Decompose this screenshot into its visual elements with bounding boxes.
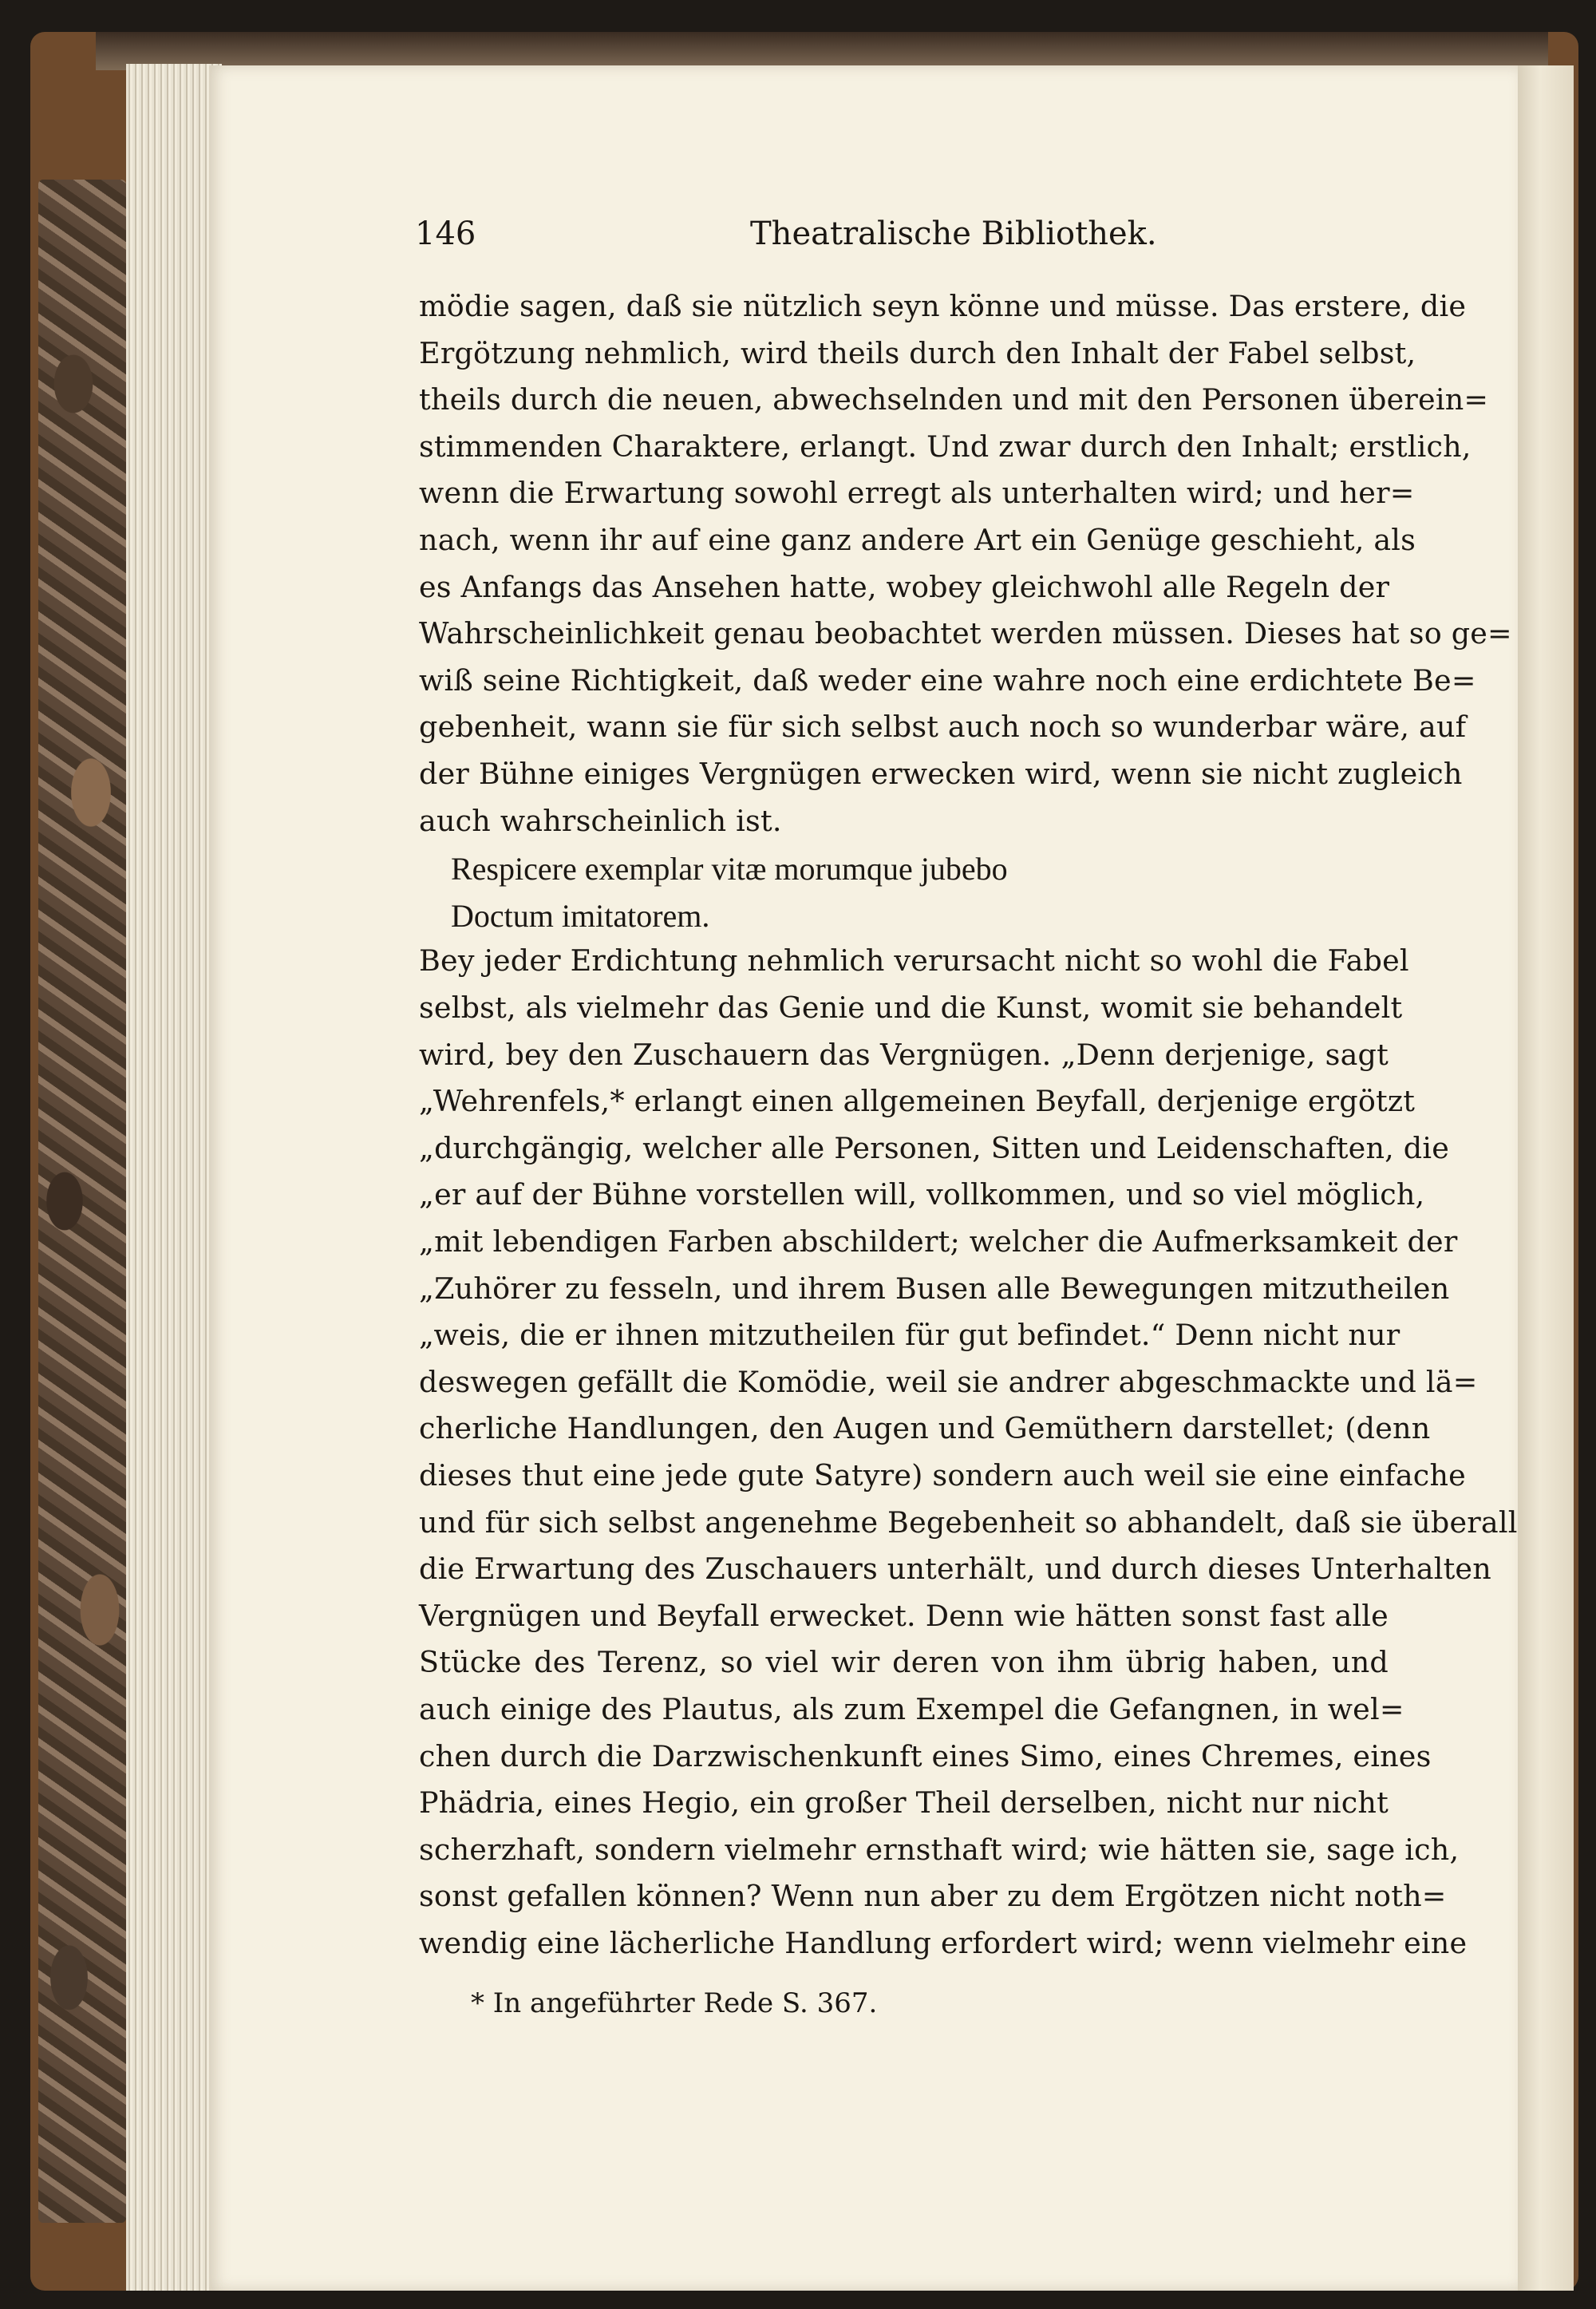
latin-quote-line: Respicere exemplar vitæ morumque jubebo [451,851,1008,888]
text-line: deswegen gefällt die Komödie, weil sie andrer abgeschmackte und lä= [419,1364,1478,1399]
text-line: dieses thut eine jede gute Satyre) sondern auch weil sie eine einfache [419,1458,1466,1493]
text-line: Stücke des Terenz, so viel wir deren von ihm übrig haben, und [419,1645,1389,1680]
text-line: mödie sagen, daß sie nützlich seyn könne und müsse. Das erstere, die [419,289,1467,323]
text-line: stimmenden Charaktere, erlangt. Und zwar durch den Inhalt; erstlich, [419,429,1472,464]
running-head: Theatralische Bibliothek. [750,215,1157,252]
text-line: „Zuhörer zu fesseln, und ihrem Busen alle Bewegungen mitzutheilen [419,1271,1450,1306]
footnote: * In angeführter Rede S. 367. [471,1987,878,2019]
text-line: Ergötzung nehmlich, wird theils durch den Inhalt der Fabel selbst, [419,335,1416,370]
text-line: selbst, als vielmehr das Genie und die Kunst, womit sie behandelt [419,990,1403,1025]
text-line: der Bühne einiges Vergnügen erwecken wird, wenn sie nicht zugleich [419,757,1463,791]
text-line: nach, wenn ihr auf eine ganz andere Art ein Genüge geschieht, als [419,523,1416,557]
text-line: wendig eine lächerliche Handlung erfordert wird; wenn vielmehr eine [419,1926,1468,1960]
page-edges [126,64,222,2291]
text-line: „mit lebendigen Farben abschildert; welcher die Aufmerksamkeit der [419,1224,1458,1259]
text-line: wird, bey den Zuschauern das Vergnügen. „Denn derjenige, sagt [419,1037,1389,1072]
text-line: theils durch die neuen, abwechselnden und mit den Personen überein= [419,382,1489,417]
text-line: Bey jeder Erdichtung nehmlich verursacht nicht so wohl die Fabel [419,943,1409,979]
text-line: „Wehrenfels,* erlangt einen allgemeinen Beyfall, derjenige ergötzt [419,1084,1416,1119]
text-line: Wahrscheinlichkeit genau beobachtet werden müssen. Dieses hat so ge= [419,616,1512,651]
text-line: „weis, die er ihnen mitzutheilen für gut befindet.“ Denn nicht nur [419,1318,1400,1353]
text-line: wiß seine Richtigkeit, daß weder eine wahre noch eine erdichtete Be= [419,662,1476,698]
text-line: auch einige des Plautus, als zum Exempel die Gefangnen, in wel= [419,1692,1404,1726]
text-line: Phädria, eines Hegio, ein großer Theil derselben, nicht nur nicht [419,1785,1389,1821]
text-line: und für sich selbst angenehme Begebenheit so abhandelt, daß sie überall [419,1504,1518,1540]
text-line: Vergnügen und Beyfall erwecket. Denn wie hätten sonst fast alle [419,1598,1389,1633]
text-line: wenn die Erwartung sowohl erregt als unterhalten wird; und her= [419,476,1415,511]
text-line: die Erwartung des Zuschauers unterhält, und durch dieses Unterhalten [419,1552,1491,1587]
facing-page-edge [1518,65,1574,2291]
text-line: sonst gefallen können? Wenn nun aber zu dem Ergötzen nicht noth= [419,1879,1447,1914]
text-line: chen durch die Darzwischenkunft eines Simo, eines Chremes, eines [419,1738,1432,1773]
latin-quote-line: Doctum imitatorem. [451,897,710,934]
text-line: auch wahrscheinlich ist. [419,803,782,838]
marbled-board [38,180,126,2223]
text-line: scherzhaft, sondern vielmehr ernsthaft wird; wie hätten sie, sage ich, [419,1832,1460,1867]
text-line: „er auf der Bühne vorstellen will, vollkommen, und so viel möglich, [419,1177,1425,1212]
top-edge [96,32,1548,70]
text-line: es Anfangs das Ansehen hatte, wobey gleichwohl alle Regeln der [419,569,1390,604]
page-number: 146 [415,215,476,252]
text-line: cherliche Handlungen, den Augen und Gemüthern darstellet; (denn [419,1411,1431,1446]
text-line: gebenheit, wann sie für sich selbst auch noch so wunderbar wäre, auf [419,710,1467,745]
text-line: „durchgängig, welcher alle Personen, Sitten und Leidenschaften, die [419,1130,1450,1165]
